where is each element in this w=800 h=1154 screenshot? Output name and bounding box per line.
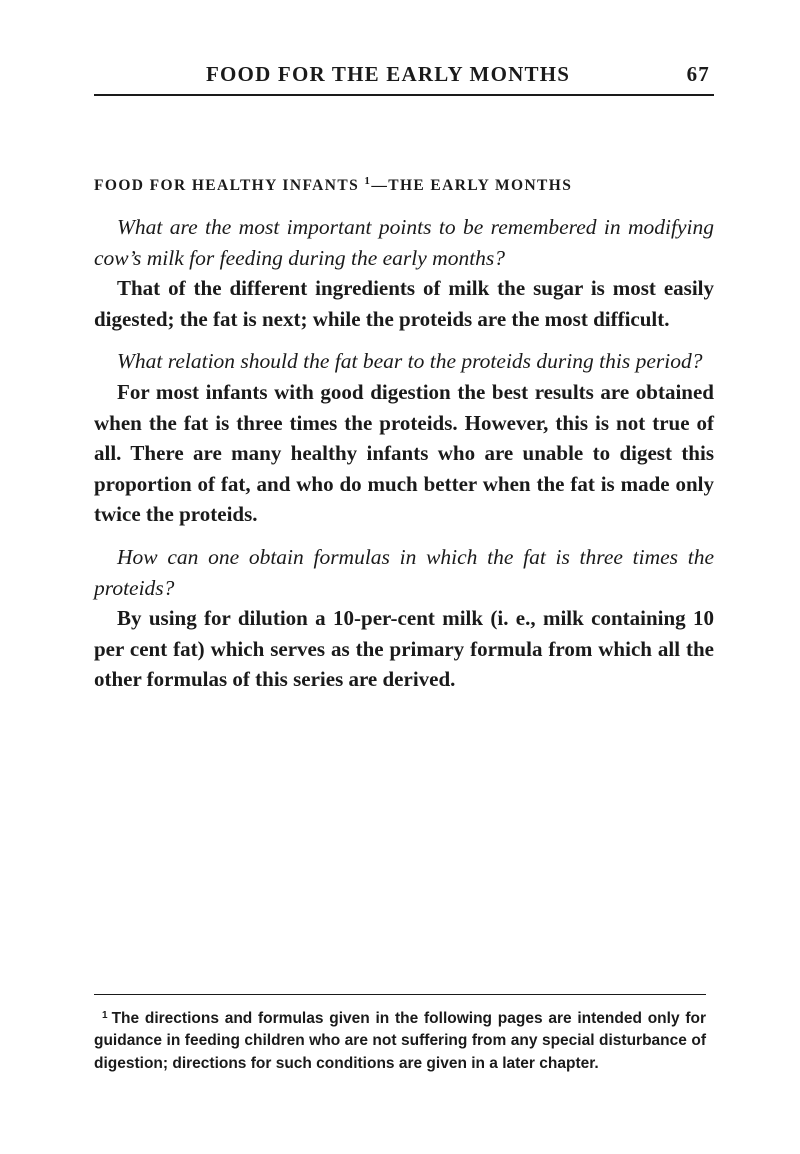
question-1: What are the most important points to be remembered in modifying cow’s milk for feeding during the early months? [94, 215, 714, 270]
section-heading-subtitle: —THE EARLY MONTHS [371, 177, 573, 194]
running-head [94, 62, 714, 96]
body-text [94, 212, 714, 707]
footnote-text: The directions and formulas given in the following pages are intended only for guidance in feeding children who are not suffering from any special disturbance of digestion; directions for such conditions are given in a later chapter. [94, 1010, 706, 1072]
footnote-reference: 1 [364, 175, 372, 187]
section-heading-text: FOOD FOR HEALTHY INFANTS [94, 177, 360, 194]
question-3: How can one obtain formulas in which the fat is three times the proteids? [94, 544, 714, 600]
section-heading [94, 175, 724, 195]
answer-3: By using for dilution a 10-per-cent milk (i. e., milk containing 10 per cent fat) which serves as the primary formula from which all the other formulas of this series are derived. [94, 606, 714, 692]
answer-1: That of the different ingredients of milk the sugar is most easily digested; the fat is next; while the proteids are the most difficult. [94, 276, 714, 331]
running-head-title: FOOD FOR THE EARLY MONTHS [206, 62, 571, 86]
footnote [94, 1005, 706, 1075]
footnote-mark: 1 [102, 1010, 108, 1021]
footnote-rule [94, 994, 706, 995]
question-2: What relation should the fat bear to the proteids during this period? [117, 349, 703, 374]
page-number: 67 [686, 62, 710, 86]
answer-2: For most infants with good digestion the best results are obtained when the fat is three times the proteids. However, this is not true of all. There are many healthy infants who are unable to digest this proportion of fat, and who do much better when the fat is made only twice the proteids. [94, 379, 714, 527]
header-rule [94, 94, 714, 96]
book-page [94, 62, 714, 1072]
